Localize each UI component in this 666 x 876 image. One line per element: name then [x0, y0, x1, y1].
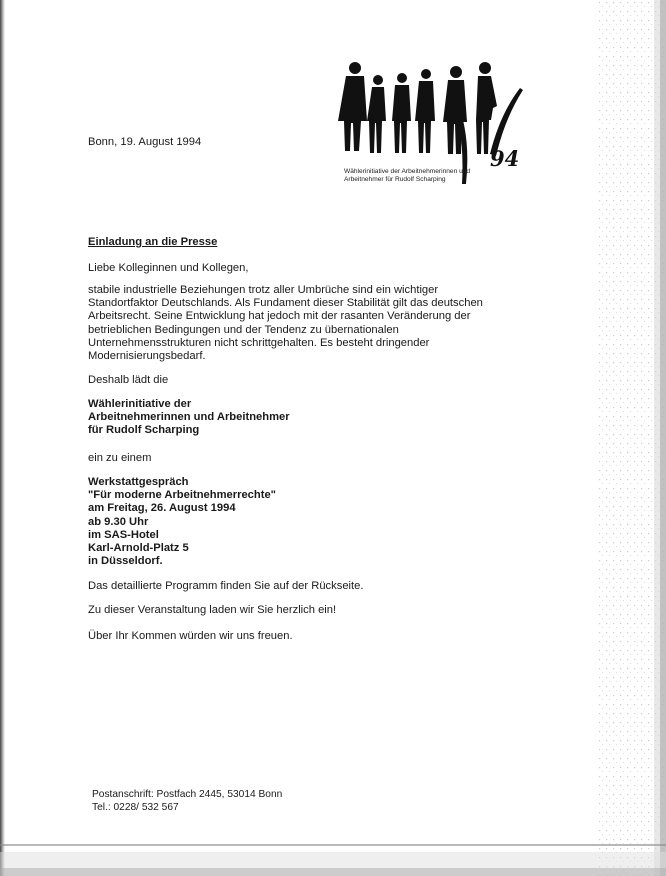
program-note: Das detaillierte Programm finden Sie auf der Rückseite. [88, 580, 364, 592]
event-details [88, 476, 276, 568]
phone-number: Tel.: 0228/ 532 567 [92, 802, 179, 813]
paragraph-line: stabile industrielle Beziehungen trotz aller Umbrüche sind ein wichtiger [88, 284, 439, 296]
scan-noise-bottom [0, 838, 666, 876]
event-venue: im SAS-Hotel [88, 528, 159, 541]
scan-noise-right [598, 0, 666, 876]
logo-year-mark: 94 [490, 146, 520, 171]
event-title: Werkstattgespräch [88, 476, 189, 488]
event-time: ab 9.30 Uhr [88, 515, 149, 528]
event-subtitle: "Für moderne Arbeitnehmerrechte" [88, 489, 276, 502]
event-date: am Freitag, 26. August 1994 [88, 502, 236, 515]
organization-line: für Rudolf Scharping [88, 424, 200, 437]
letter-salutation: Liebe Kolleginnen und Kollegen, [88, 262, 249, 274]
logo-caption [344, 168, 470, 184]
organization-name [88, 398, 290, 438]
paragraph-line: Modernisierungsbedarf. [88, 350, 206, 363]
logo-caption-line-1: Wählerinitiative der Arbeitnehmerinnen und [344, 168, 471, 175]
organization-line: Wählerinitiative der [88, 398, 192, 410]
organization-line: Arbeitnehmerinnen und Arbeitnehmer [88, 411, 290, 424]
closing-line: Über Ihr Kommen würden wir uns freuen. [88, 630, 293, 642]
scan-edge-left [0, 0, 5, 876]
paragraph-line: Standortfaktor Deutschlands. Als Fundament dieser Stabilität gilt das deutschen [88, 297, 483, 310]
paragraph-line: Arbeitsrecht. Seine Entwicklung hat jedoch mit der rasanten Veränderung der [88, 310, 471, 323]
logo-caption-line-2: Arbeitnehmer für Rudolf Scharping [344, 176, 446, 183]
paragraph-line: betrieblichen Bedingungen und der Tendenz zu übernationalen [88, 323, 399, 336]
invite-to: ein zu einem [88, 452, 152, 464]
invitation-line: Zu dieser Veranstaltung laden wir Sie herzlich ein! [88, 604, 337, 616]
postal-address: Postanschrift: Postfach 2445, 53014 Bonn [92, 789, 283, 800]
event-city: in Düsseldorf. [88, 555, 163, 568]
paragraph-line: Unternehmensstrukturen nicht schrittgehalten. Es besteht dringender [88, 336, 430, 349]
event-street: Karl-Arnold-Platz 5 [88, 542, 189, 555]
invite-intro: Deshalb lädt die [88, 374, 169, 386]
letter-subject: Einladung an die Presse [88, 236, 218, 248]
place-date: Bonn, 19. August 1994 [88, 136, 202, 148]
body-paragraph [88, 284, 483, 363]
